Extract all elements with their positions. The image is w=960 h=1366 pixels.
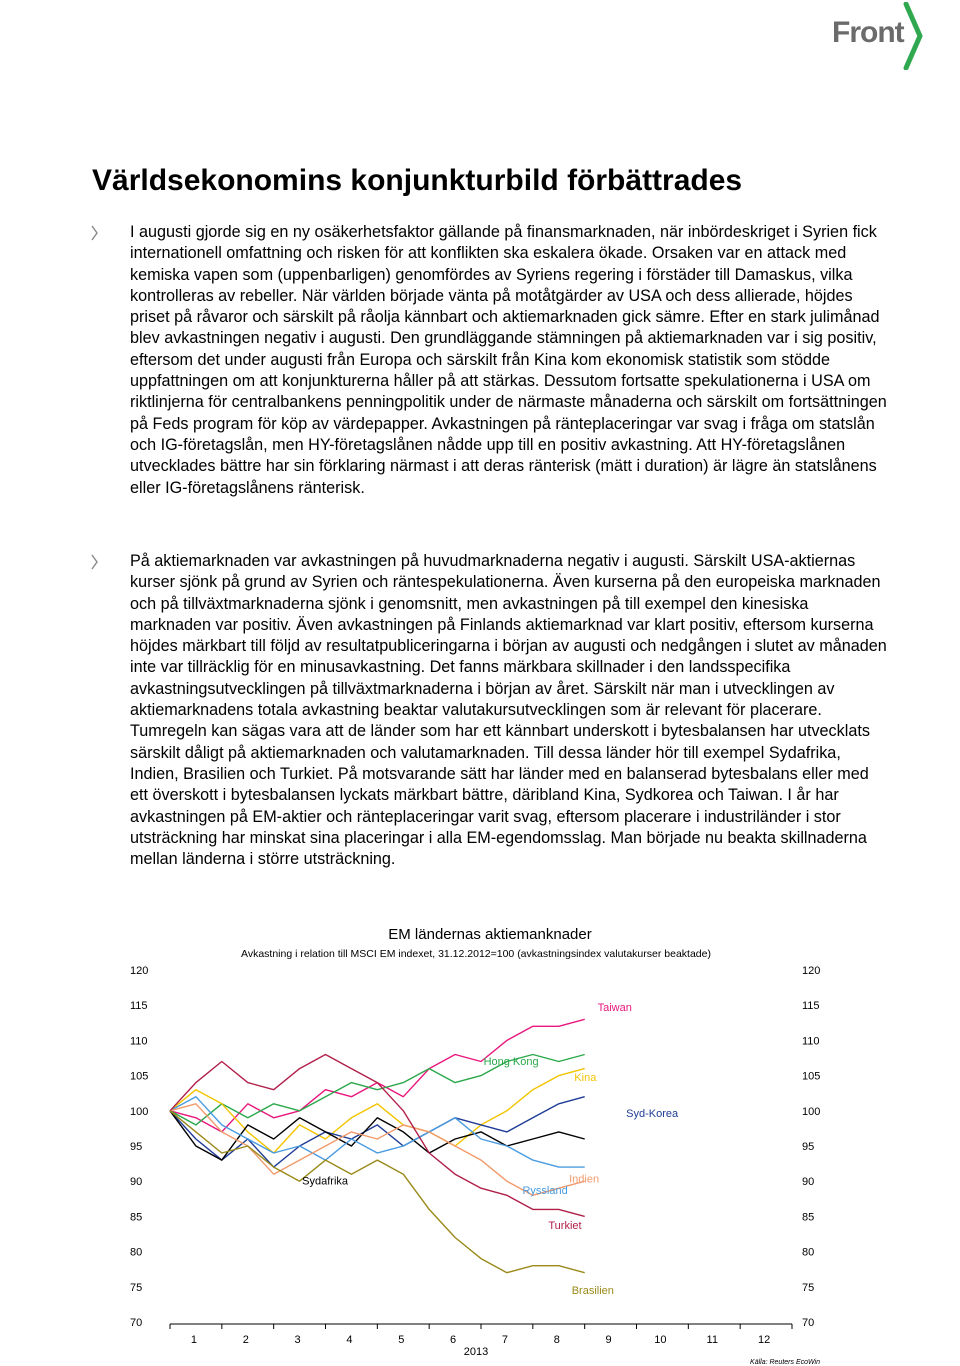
series-labels bbox=[302, 1002, 679, 1297]
y-tick-left: 90 bbox=[130, 1176, 143, 1189]
bullet-chevron-icon bbox=[88, 552, 102, 572]
y-tick-right: 110 bbox=[802, 1035, 820, 1048]
x-tick-label: 10 bbox=[654, 1334, 667, 1346]
x-tick-label: 7 bbox=[501, 1334, 508, 1346]
y-tick-left: 70 bbox=[130, 1317, 143, 1329]
x-axis bbox=[170, 1324, 792, 1346]
y-tick-right: 120 bbox=[802, 965, 821, 977]
page-title: Världsekonomins konjunkturbild förbättrades bbox=[92, 164, 743, 197]
y-tick-right: 70 bbox=[802, 1317, 815, 1329]
chart-subtitle: Avkastning i relation till MSCI EM indexet, 31.12.2012=100 (avkastningsindex valutakurser beaktade) bbox=[241, 948, 711, 960]
series-label-sydafrika: Sydafrika bbox=[302, 1175, 349, 1188]
paragraph-syria-market: I augusti gjorde sig en ny osäkerhetsfaktor gällande på finansmarknaden, när inbördeskriget i Syrien fick internationell omfattning och risken för att konflikten ska eskalera ökade. Orsaken var en attack med kemiska vapen som (uppenbarligen) genomfördes av Syriens regering i förstäder till Damaskus, vilka kontrolleras av rebeller. När världen började vänta på motåtgärder av USA och dess allierade, höjdes priset på råvaror och särskilt på råolja kännbart och aktiemarknaden gick sämre. Efter en stark julimånad blev avkastningen negativ i augusti. Den grundläggande stämningen på aktiemarknaden var i sig positiv, eftersom det under augusti från Europa och särskilt från Kina kom ekonomisk statistik som stödde uppfattningen om att konjunkturerna håller på att stärkas. Dessutom fortsatte spekulationerna i USA om riktlinjerna för centralbankens penningpolitik under de närmaste månaderna och särskilt om fortsättningen på Feds program för köp av värdepapper. Avkastningen på ränteplaceringar var svag i fråga om statslån och IG-företagslån, men HY-företagslånen nådde upp till en positiv avkastning. Att HY-företagslånen utvecklades bättre har sin förklaring närmast i att deras ränterisk (mätt i duration) är lägre än statslånens eller IG-företagslånens ränterisk. bbox=[130, 223, 887, 497]
x-tick-label: 6 bbox=[450, 1334, 457, 1346]
series-label-indien: Indien bbox=[569, 1173, 600, 1186]
x-tick-label: 12 bbox=[757, 1334, 771, 1346]
y-tick-left: 120 bbox=[130, 965, 149, 977]
series-label-turkiet: Turkiet bbox=[548, 1220, 582, 1233]
series-label-syd-korea: Syd-Korea bbox=[626, 1108, 679, 1121]
chart-source: Källa: Reuters EcoWin bbox=[750, 1359, 820, 1366]
bullet-chevron-icon bbox=[88, 223, 102, 243]
y-tick-left: 100 bbox=[130, 1105, 149, 1118]
y-tick-left: 95 bbox=[130, 1141, 143, 1153]
logo-chevron-icon bbox=[902, 2, 926, 70]
chart-title: EM ländernas aktiemanknader bbox=[388, 926, 592, 943]
series-line-syd-korea bbox=[170, 1097, 585, 1167]
x-tick-label: 9 bbox=[605, 1334, 612, 1346]
series-label-brasilien: Brasilien bbox=[571, 1284, 614, 1297]
x-tick-label: 4 bbox=[346, 1334, 353, 1346]
series-line-ryssland bbox=[170, 1097, 585, 1167]
y-tick-right: 85 bbox=[802, 1211, 815, 1224]
y-tick-left: 80 bbox=[130, 1246, 143, 1259]
y-axis-left bbox=[130, 965, 148, 1329]
series-label-hong-kong: Hong Kong bbox=[483, 1056, 539, 1069]
paragraph-equity-market: På aktiemarknaden var avkastningen på huvudmarknaderna negativ i augusti. Särskilt USA-aktiernas kurser sjönk på grund av Syrien och räntespekulationerna. Även kurserna på den europeiska marknaden och på tillväxtmarknaderna sjönk i genomsnitt, men avkastningen på till exempel den kinesiska marknaden var positiv. Även avkastningen på Finlands aktiemarknad var klart positiv, eftersom kurserna höjdes märkbart till följd av resultatpubliceringarna i början av augusti och nedgången i slutet av månaden inte var tillräcklig för en minusavkastning. Det fanns märkbara skillnader i den landsspecifika avkastningsutvecklingen på tillväxtmarknaderna i början av året. Särskilt när man i utvecklingen av aktiemarknadens totala avkastning beaktar valutakursutvecklingen som är relevant för placerare. Tumregeln kan sägas vara att de länder som har ett kännbart underskott i bytesbalansen har utvecklats särskilt dåligt på aktiemarknaden och valutamarknaden. Till dessa länder hör till exempel Sydafrika, Indien, Brasilien och Turkiet. På motsvarande sätt har länder med en balanserad bytesbalans eller med ett överskott i bytesbalansen lyckats märkbart bättre, däribland Kina, Sydkorea och Taiwan. I år har avkastningen på EM-aktier och ränteplaceringar varit svag, eftersom placerare i industriländer i stor utsträckning har minskat sina placeringar i alla EM-egendomsslag. Man började nu beakta skillnaderna mellan länderna i större utsträckning. bbox=[130, 552, 887, 869]
x-axis-label: 2013 bbox=[463, 1346, 489, 1358]
y-tick-left: 110 bbox=[130, 1035, 148, 1048]
x-tick-label: 2 bbox=[242, 1334, 249, 1346]
y-tick-right: 100 bbox=[802, 1105, 821, 1118]
x-tick-label: 3 bbox=[294, 1334, 301, 1346]
series-label-ryssland: Ryssland bbox=[522, 1184, 568, 1197]
x-tick-label: 8 bbox=[553, 1334, 560, 1346]
chart-svg bbox=[120, 915, 840, 1366]
y-tick-right: 115 bbox=[802, 1000, 820, 1013]
front-logo bbox=[832, 2, 932, 70]
series-line-kina bbox=[170, 1069, 585, 1153]
y-tick-left: 75 bbox=[130, 1281, 143, 1294]
x-tick-label: 11 bbox=[706, 1334, 718, 1346]
y-tick-right: 80 bbox=[802, 1246, 815, 1259]
x-tick-label: 1 bbox=[190, 1334, 197, 1346]
y-axis-right bbox=[802, 965, 820, 1329]
y-tick-right: 90 bbox=[802, 1176, 815, 1189]
em-equity-chart bbox=[120, 915, 840, 1366]
y-tick-right: 75 bbox=[802, 1281, 815, 1294]
x-tick-label: 5 bbox=[398, 1334, 405, 1346]
y-tick-left: 115 bbox=[130, 1000, 148, 1013]
y-tick-right: 105 bbox=[802, 1070, 821, 1083]
y-tick-right: 95 bbox=[802, 1141, 815, 1153]
series-label-taiwan: Taiwan bbox=[597, 1001, 632, 1014]
y-tick-left: 105 bbox=[130, 1070, 149, 1083]
y-tick-left: 85 bbox=[130, 1211, 143, 1224]
logo-text: Front bbox=[832, 16, 904, 49]
series-label-kina: Kina bbox=[574, 1072, 597, 1085]
